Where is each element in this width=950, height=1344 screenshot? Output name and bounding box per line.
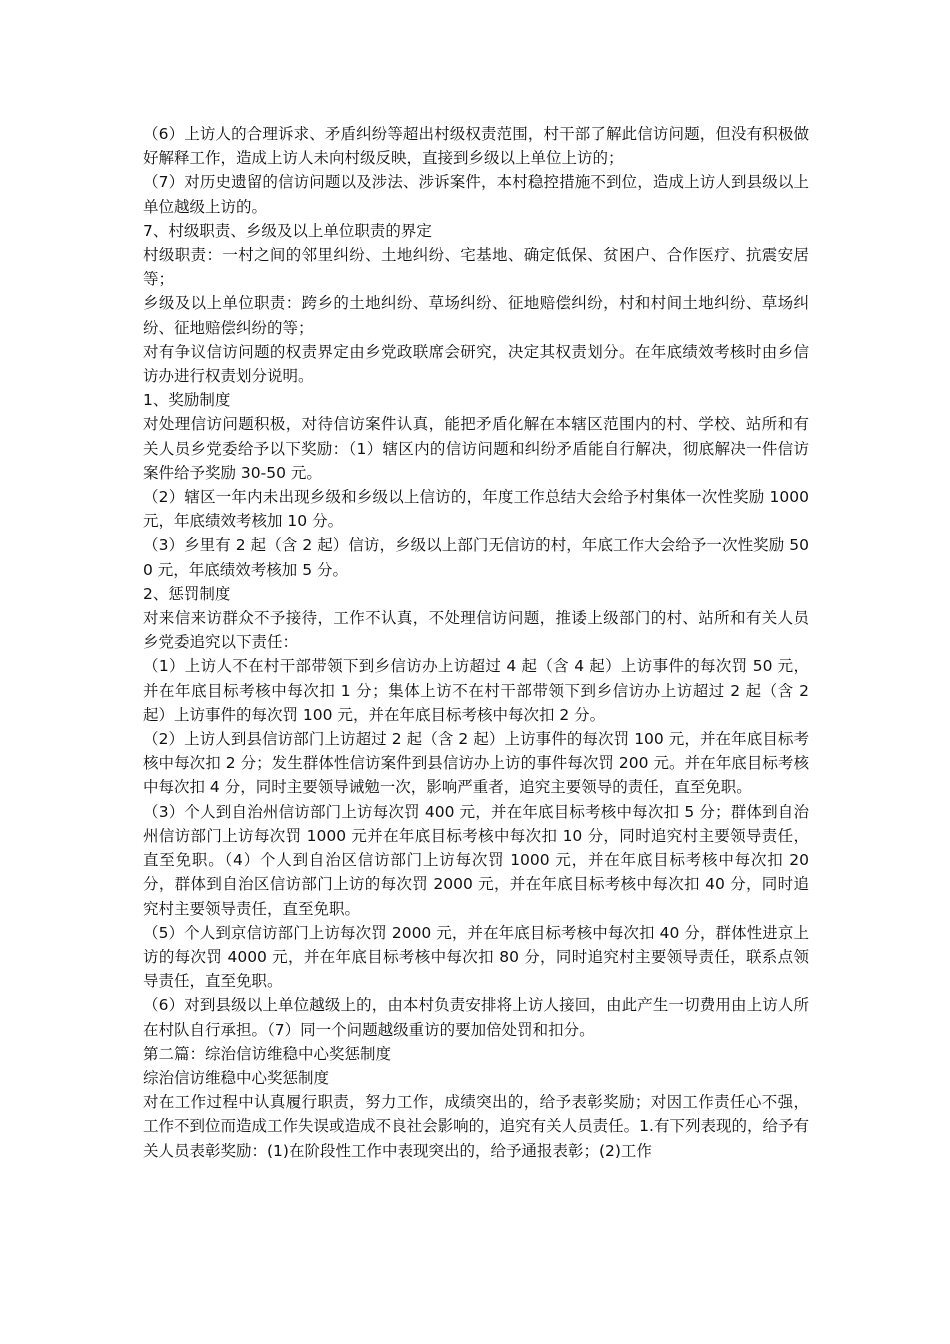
- heading-center-system: 综治信访维稳中心奖惩制度: [143, 1068, 330, 1087]
- paragraph-village-duties: 村级职责：一村之间的邻里纠纷、土地纠纷、宅基地、确定低保、贫困户、合作医疗、抗震安居等；: [143, 246, 809, 289]
- heading-reward-system: 1、奖励制度: [143, 391, 231, 410]
- paragraph-penalty-1: （1）上访人不在村干部带领下到乡信访办上访超过 4 起（含 4 起）上访事件的每次罚 50 元，并在年底目标考核中每次扣 1 分；集体上访不在村干部带领下到乡信访办上访超过 2 起（含 2 起）上访事件的每次罚 100 元，并在年底目标考核中每次扣 2 分。: [143, 657, 809, 724]
- paragraph-clause-7: （7）对历史遗留的信访问题以及涉法、涉诉案件，本村稳控措施不到位，造成上访人到县级以上单位越级上访的。: [143, 173, 809, 216]
- heading-penalty-system: 2、惩罚制度: [143, 584, 231, 603]
- paragraph-center-intro: 对在工作过程中认真履行职责，努力工作，成绩突出的，给予表彰奖励；对因工作责任心不强，工作不到位而造成工作失误或造成不良社会影响的，追究有关人员责任。1.有下列表现的，给予有关人员表彰奖励：(1)在阶段性工作中表现突出的，给予通报表彰；(2)工作: [143, 1093, 809, 1160]
- paragraph-reward-3: （3）乡里有 2 起（含 2 起）信访，乡级以上部门无信访的村，年底工作大会给予一次性奖励 500 元，年底绩效考核加 5 分。: [143, 536, 809, 579]
- paragraph-clause-6: （6）上访人的合理诉求、矛盾纠纷等超出村级权责范围，村干部了解此信访问题，但没有积极做好解释工作，造成上访人未向村级反映，直接到乡级以上单位上访的；: [143, 125, 809, 168]
- paragraph-penalty-6-7: （6）对到县级以上单位越级上的，由本村负责安排将上访人接回，由此产生一切费用由上访人所在村队自行承担。（7）同一个问题越级重访的要加倍处罚和扣分。: [143, 996, 809, 1039]
- paragraph-disputed-cases: 对有争议信访问题的权责界定由乡党政联席会研究，决定其权责划分。在年底绩效考核时由乡信访办进行权责划分说明。: [143, 342, 809, 386]
- paragraph-penalty-intro: 对来信来访群众不予接待，工作不认真，不处理信访问题，推诿上级部门的村、站所和有关人员乡党委追究以下责任：: [143, 609, 809, 652]
- heading-part-two: 第二篇：综治信访维稳中心奖惩制度: [143, 1044, 392, 1063]
- paragraph-township-duties: 乡级及以上单位职责：跨乡的土地纠纷、草场纠纷、征地赔偿纠纷，村和村间土地纠纷、草场纠纷、征地赔偿纠纷的等；: [143, 294, 809, 337]
- paragraph-penalty-5: （5）个人到京信访部门上访每次罚 2000 元，并在年底目标考核中每次扣 40 分，群体性进京上访的每次罚 4000 元，并在年底目标考核中每次扣 80 分，同时追究村主要领导责任，联系点领导责任，直至免职。: [143, 923, 809, 991]
- paragraph-penalty-3-4: （3）个人到自治州信访部门上访每次罚 400 元，并在年底目标考核中每次扣 5 分；群体到自治州信访部门上访每次罚 1000 元并在年底目标考核中每次扣 10 分，同时追究村主要领导责任，直至免职。（4）个人到自治区信访部门上访每次罚 1000 元，并在年底目标考核中每次扣 20 分，群体到自治区信访部门上访的每次罚 2000 元，并在年底目标考核中每次扣 40 分，同时追究村主要领导责任，直至免职。: [143, 802, 809, 918]
- paragraph-reward-intro: 对处理信访问题积极，对待信访案件认真，能把矛盾化解在本辖区范围内的村、学校、站所和有关人员乡党委给予以下奖励：（1）辖区内的信访问题和纠纷矛盾能自行解决，彻底解决一件信访案件给予奖励 30-50 元。: [143, 415, 809, 482]
- document-page: [143, 122, 809, 1163]
- paragraph-reward-2: （2）辖区一年内未出现乡级和乡级以上信访的，年度工作总结大会给予村集体一次性奖励 1000 元，年底绩效考核加 10 分。: [143, 488, 809, 531]
- paragraph-penalty-2: （2）上访人到县信访部门上访超过 2 起（含 2 起）上访事件的每次罚 100 元，并在年底目标考核中每次扣 2 分；发生群体性信访案件到县信访办上访的事件每次罚 200 元。并在年底目标考核中每次扣 4 分，同时主要领导诫勉一次，影响严重者，追究主要领导的责任，直至免职。: [143, 730, 809, 797]
- heading-responsibility-definition: 7、村级职责、乡级及以上单位职责的界定: [143, 221, 432, 240]
